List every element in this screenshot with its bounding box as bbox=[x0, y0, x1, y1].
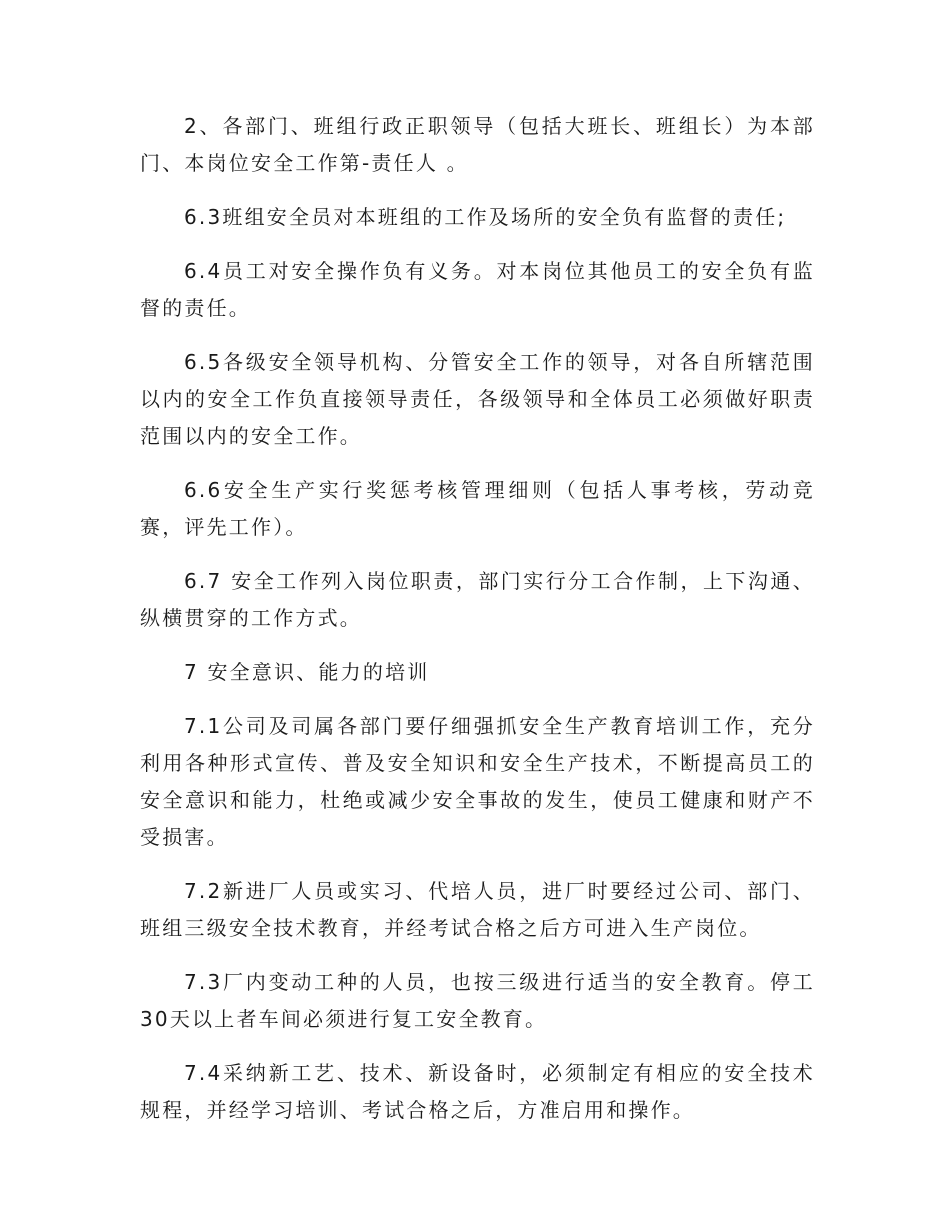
paragraph-6-3: 6.3班组安全员对本班组的工作及场所的安全负有监督的责任; bbox=[184, 205, 787, 229]
paragraph-6-7: 6.7 安全工作列入岗位职责，部门实行分工合作制，上下沟通、纵横贯穿的工作方式。 bbox=[140, 569, 815, 630]
paragraph-7-1: 7.1公司及司属各部门要仔细强抓安全生产教育培训工作，充分利用各种形式宣传、普及安全知识和安全生产技术，不断提高员工的安全意识和能力，杜绝或减少安全事故的发生，使员工健康和财产不受损害。 bbox=[140, 714, 815, 849]
paragraph-6-5: 6.5各级安全领导机构、分管安全工作的领导，对各自所辖范围以内的安全工作负直接领导责任，各级领导和全体员工必须做好职责范围以内的安全工作。 bbox=[140, 350, 815, 448]
paragraph-7-3: 7.3厂内变动工种的人员，也按三级进行适当的安全教育。停工30天以上者车间必须进行复工安全教育。 bbox=[140, 970, 815, 1031]
paragraph-7-2: 7.2新进厂人员或实习、代培人员，进厂时要经过公司、部门、班组三级安全技术教育，并经考试合格之后方可进入生产岗位。 bbox=[140, 879, 815, 940]
paragraph-6-6: 6.6安全生产实行奖惩考核管理细则（包括人事考核，劳动竞赛，评先工作）。 bbox=[140, 478, 815, 539]
paragraph-2-responsibility: 2、各部门、班组行政正职领导（包括大班长、班组长）为本部门、本岗位安全工作第-责任人 。 bbox=[140, 114, 815, 175]
paragraph-7-4: 7.4采纳新工艺、技术、新设备时，必须制定有相应的安全技术规程，并经学习培训、考试合格之后，方准启用和操作。 bbox=[140, 1061, 815, 1122]
section-heading-7: 7 安全意识、能力的培训 bbox=[184, 660, 430, 684]
document-body bbox=[140, 108, 815, 1146]
paragraph-6-4: 6.4员工对安全操作负有义务。对本岗位其他员工的安全负有监督的责任。 bbox=[140, 259, 815, 320]
